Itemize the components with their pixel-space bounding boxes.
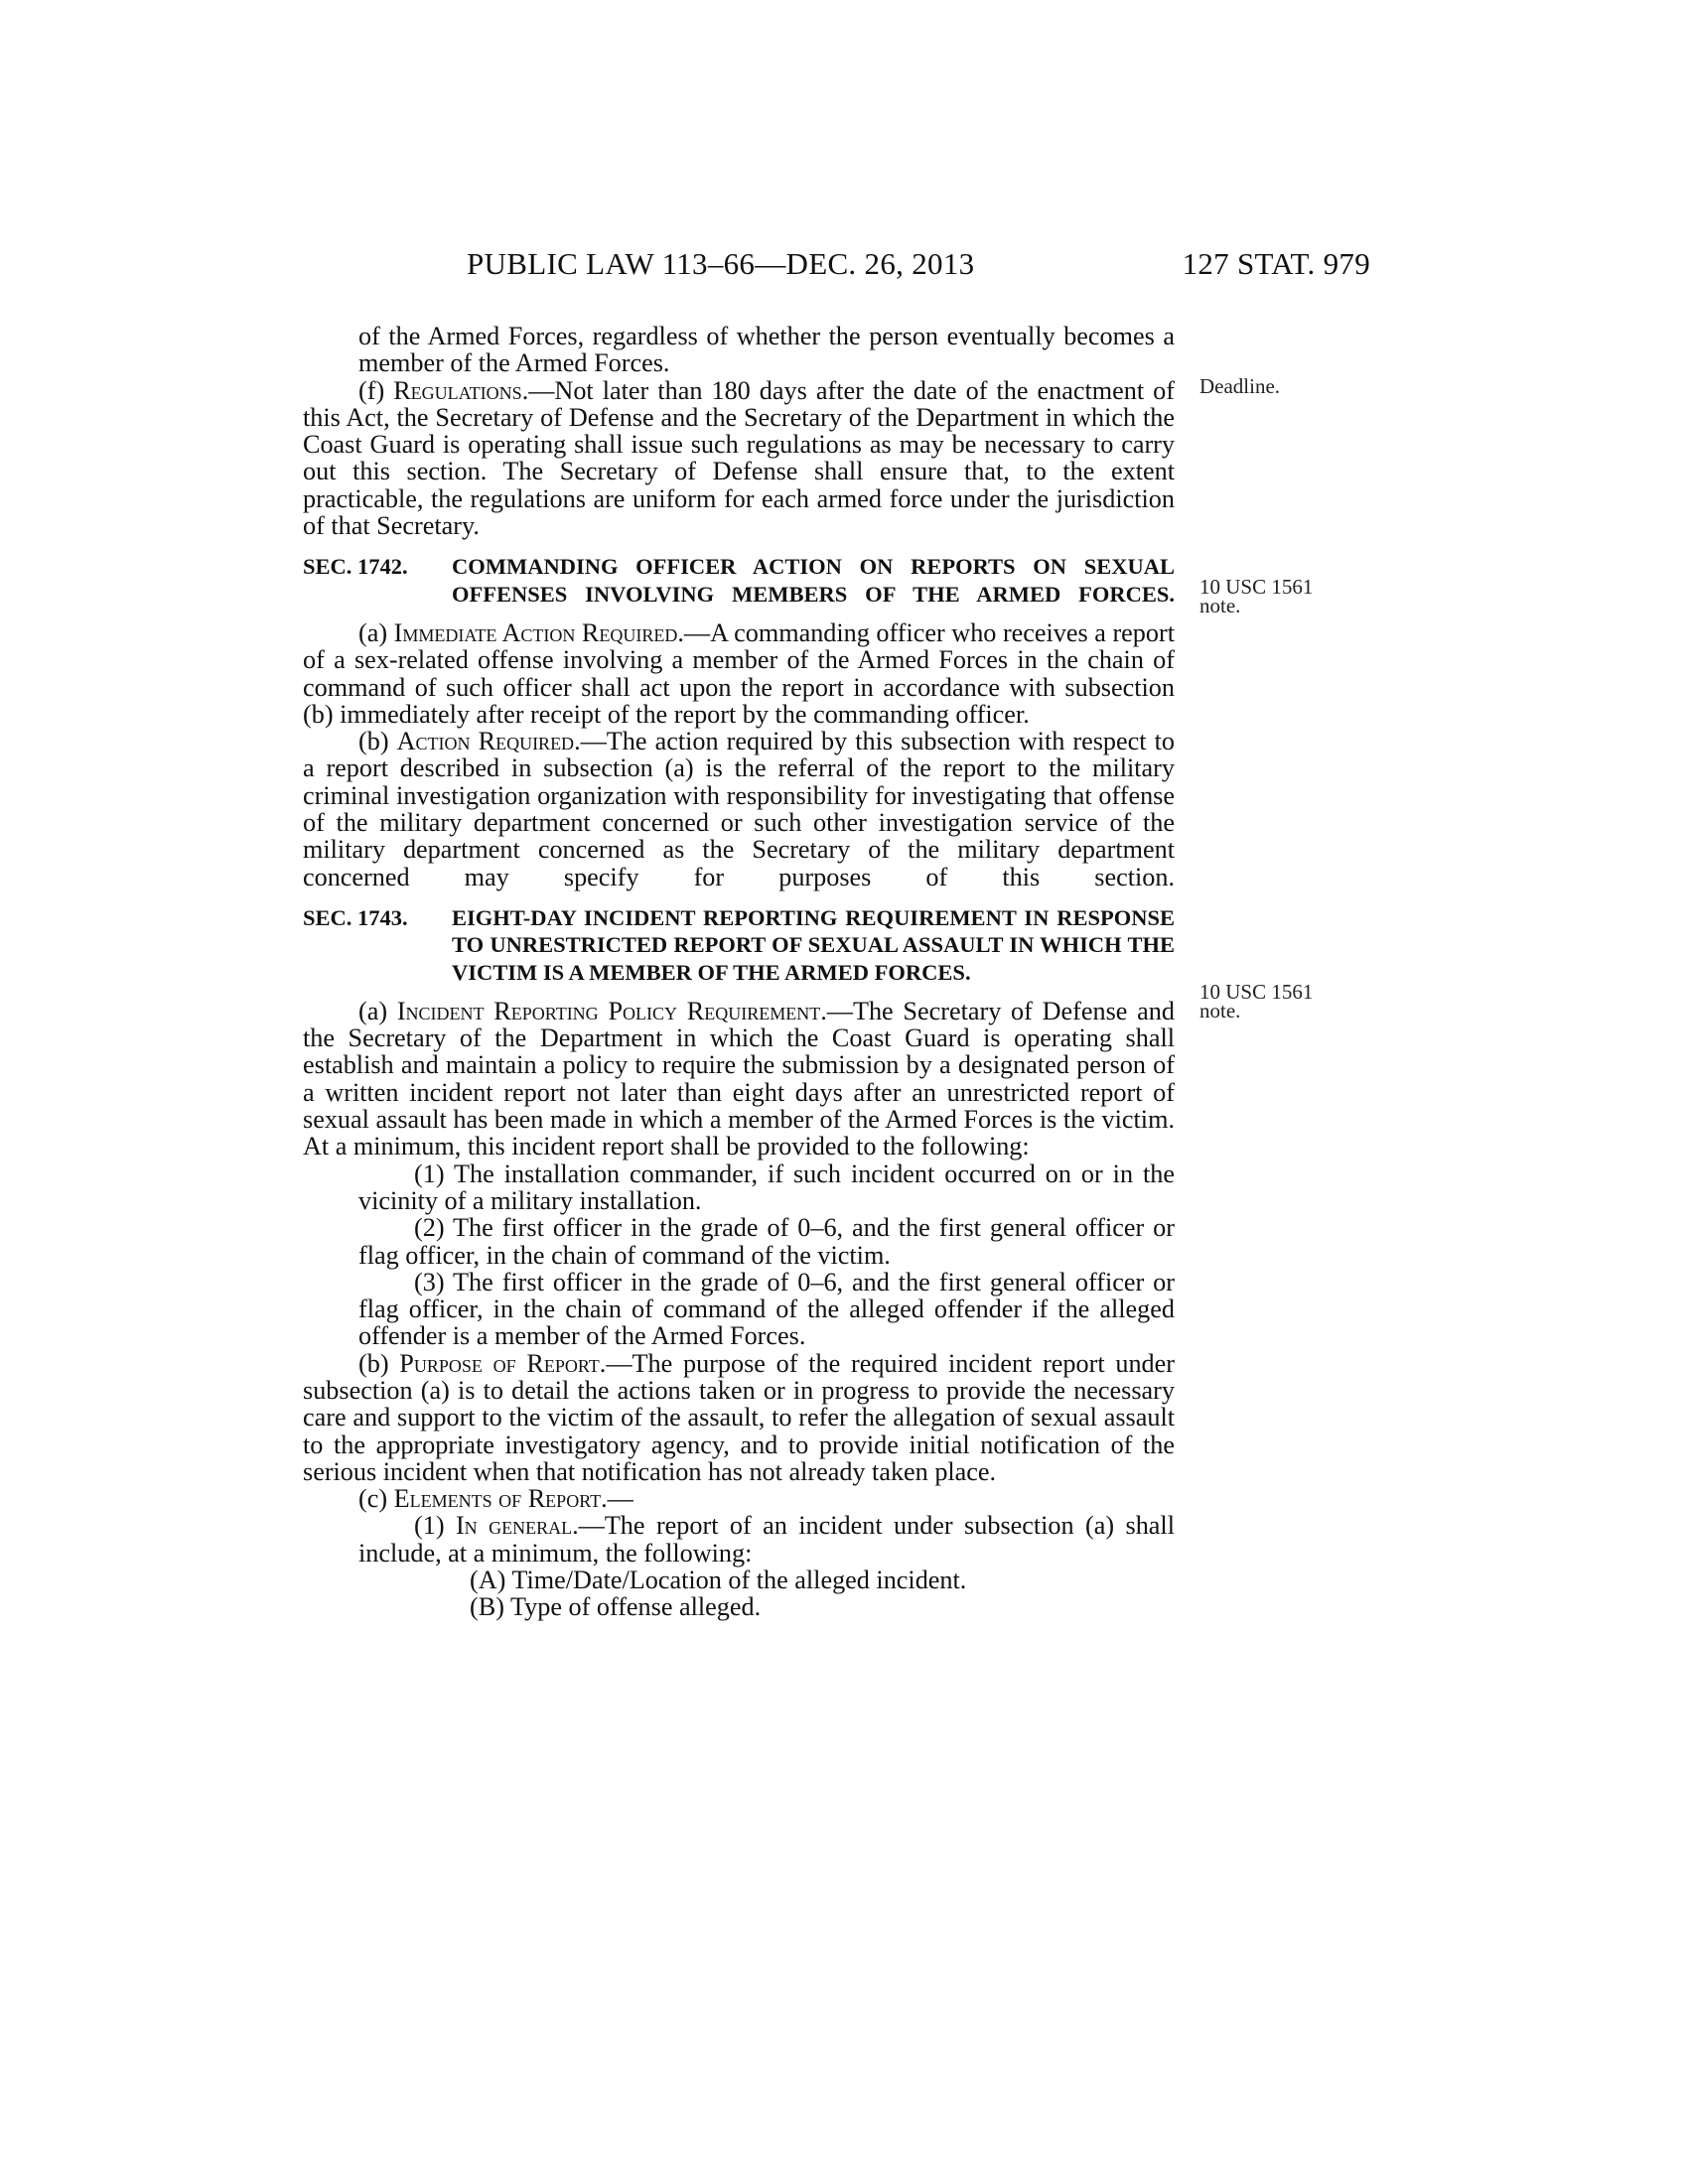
subsection-heading: Regulations: [393, 375, 522, 405]
law-title: PUBLIC LAW 113–66—DEC. 26, 2013: [467, 246, 975, 281]
sec1743-subsection-a: (a) Incident Reporting Policy Requirement.—The Secretary of Defense and the Secretary of the Department in which the Coast Guard is operating shall establish and maintain a policy to require the submission by a designated person of a written incident report not later than eight days after an unrestricted report of sexual assault has been made in which a member of the Armed Forces is the victim. At a minimum, this incident report shall be provided to the following:: [303, 996, 1175, 1161]
document-body: [303, 323, 1175, 1621]
sec1743-c-subparagraph-B: (B) Type of offense alleged.: [470, 1592, 762, 1622]
sec1743-a-paragraph-1: (1) The installation commander, if such incident occurred on or in the vicinity of a military installation.: [358, 1159, 1175, 1215]
section-1743-heading: SEC. 1743. EIGHT-DAY INCIDENT REPORTING REQUIREMENT IN RESPONSE TO UNRESTRICTED REPORT OF SEXUAL ASSAULT IN WHICH THE VICTIM IS A MEMBER OF THE ARMED FORCES.: [303, 904, 1175, 985]
sec1743-c-paragraph-1: (1) In general.—The report of an incident under subsection (a) shall include, at a minimum, the following:: [358, 1511, 1175, 1568]
sec1743-c-subparagraph-A: (A) Time/Date/Location of the alleged incident.: [470, 1566, 967, 1595]
sec1743-a-paragraph-3: (3) The first officer in the grade of 0–6, and the first general officer or flag officer, in the chain of command of the alleged offender if the alleged offender is a member of the Armed Forces.: [358, 1267, 1175, 1351]
sec1742-subsection-a: (a) Immediate Action Required.—A commanding officer who receives a report of a sex-related offense involving a member of the Armed Forces in the chain of command of such officer shall act upon the report in accordance with subsection (b) immediately after receipt of the report by the commanding officer.: [303, 617, 1175, 729]
section-1742-heading: SEC. 1742. COMMANDING OFFICER ACTION ON REPORTS ON SEXUAL OFFENSES INVOLVING MEMBERS OF THE ARMED FORCES.: [303, 554, 1175, 607]
continuation-paragraph: of the Armed Forces, regardless of whether the person eventually becomes a member of the Armed Forces.: [358, 322, 1175, 378]
margin-note-sec1742: 10 USC 1561 note.: [1199, 575, 1314, 617]
statute-page-number: 127 STAT. 979: [1182, 246, 1370, 281]
margin-note-sec1743: 10 USC 1561 note.: [1199, 980, 1314, 1023]
sec1743-a-paragraph-2: (2) The first officer in the grade of 0–6, and the first general officer or flag officer, in the chain of command of the victim.: [358, 1213, 1175, 1270]
margin-note-deadline: Deadline.: [1199, 374, 1281, 398]
sec1743-subsection-c: (c) Elements of Report.—: [358, 1484, 633, 1514]
page-header: [298, 246, 1370, 286]
subsection-f: (f) Regulations.—Not later than 180 days after the date of the enactment of this Act, the Secretary of Defense and the Secretary of the Department in which the Coast Guard is operating shall issue such regulations as may be necessary to carry out this section. The Secretary of Defense shall ensure that, to the extent practicable, the regulations are uniform for each armed force under the jurisdiction of that Secretary.: [303, 375, 1175, 541]
sec1742-subsection-b: (b) Action Required.—The action required by this subsection with respect to a report described in subsection (a) is the referral of the report to the military criminal investigation organization with responsibility for investigating that offense of the military department concerned or such other investigation service of the military department concerned as the Secretary of the military department concerned may specify for purposes of this section.: [303, 727, 1175, 891]
sec1743-subsection-b: (b) Purpose of Report.—The purpose of the required incident report under subsection (a) is to detail the actions taken or in progress to provide the necessary care and support to the victim of the assault, to refer the allegation of sexual assault to the appropriate investigatory agency, and to provide initial notification of the serious incident when that notification has not already taken place.: [303, 1348, 1175, 1486]
